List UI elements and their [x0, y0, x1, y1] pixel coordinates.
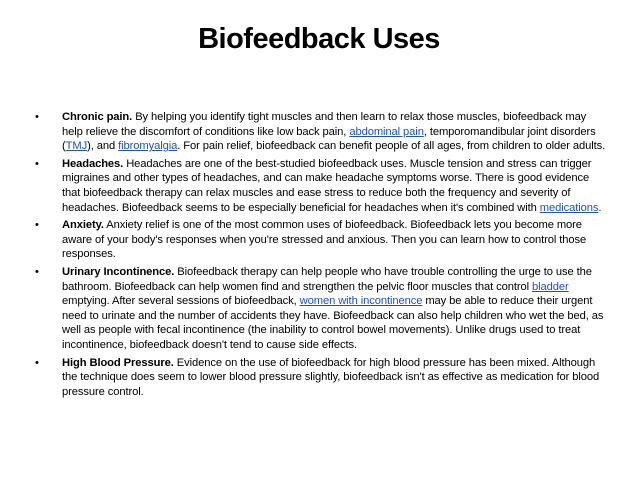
- bullet-text: , temporomandibular joint disorders (: [62, 125, 596, 153]
- bullet-item: [0, 265, 638, 353]
- bullet-heading: Urinary Incontinence.: [62, 265, 175, 278]
- inline-link[interactable]: fibromyalgia: [118, 140, 178, 153]
- bullet-list: [0, 110, 638, 402]
- inline-link[interactable]: medications: [539, 201, 599, 214]
- bullet-marker: •: [35, 157, 39, 170]
- bullet-item: [0, 356, 638, 400]
- bullet-text: Anxiety relief is one of the most common uses of biofeedback. Biofeedback lets you become more aware of your body's responses when you're stressed and anxious. Then you can learn how to control those responses.: [62, 219, 587, 261]
- bullet-text: Evidence on the use of biofeedback for high blood pressure has been mixed. Although the technique does seem to lower blood pressure slightly, biofeedback isn't as effective as medication for blood pressure control.: [62, 356, 600, 398]
- bullet-text: By helping you identify tight muscles and then learn to relax those muscles, biofeedback may help relieve the discomfort of conditions like low back pain,: [62, 111, 587, 138]
- bullet-marker: •: [35, 219, 39, 232]
- bullet-item: [0, 218, 638, 262]
- bullet-heading: High Blood Pressure.: [62, 356, 174, 369]
- bullet-text: Headaches are one of the best-studied biofeedback uses. Muscle tension and stress can trigger migraines and other types of headaches, and can make headache symptoms worse. There is good evidence that biofeedback therapy can relax muscles and ease stress to reduce both the frequency and severity of headaches. Biofeedback seems to be especially beneficial for headaches when it's combined with: [62, 157, 592, 214]
- inline-link[interactable]: abdominal pain: [349, 125, 424, 138]
- bullet-text: Biofeedback therapy can help people who have trouble controlling the urge to use the bathroom. Biofeedback can help women find and strengthen the pelvic floor muscles that control: [62, 265, 592, 293]
- inline-link[interactable]: women with incontinence: [299, 295, 423, 308]
- bullet-item: [0, 157, 638, 215]
- bullet-heading: Headaches.: [62, 157, 124, 170]
- bullet-text: .: [598, 201, 602, 214]
- bullet-heading: Chronic pain.: [62, 111, 133, 123]
- bullet-text: may be able to reduce their urgent need to urinate and the number of accidents they have. Biofeedback can also help children who wet the bed, as well as people with fecal incontinence (the inability to control bowel movements). Unlike drugs used to treat incontinence, biofeedback doesn't tend to cause side effects.: [62, 295, 604, 351]
- slide-title: Biofeedback Uses: [198, 23, 440, 55]
- bullet-text: ), and: [87, 140, 119, 153]
- bullet-text: . For pain relief, biofeedback can benefit people of all ages, from children to older adults.: [177, 140, 606, 153]
- bullet-marker: •: [35, 111, 39, 123]
- inline-link[interactable]: TMJ: [65, 140, 88, 153]
- bullet-heading: Anxiety.: [62, 219, 104, 232]
- inline-link[interactable]: bladder: [531, 280, 569, 293]
- bullet-item: [0, 110, 638, 154]
- bullet-text: emptying. After several sessions of biofeedback,: [62, 295, 300, 308]
- bullet-marker: •: [35, 356, 39, 369]
- bullet-marker: •: [35, 265, 39, 278]
